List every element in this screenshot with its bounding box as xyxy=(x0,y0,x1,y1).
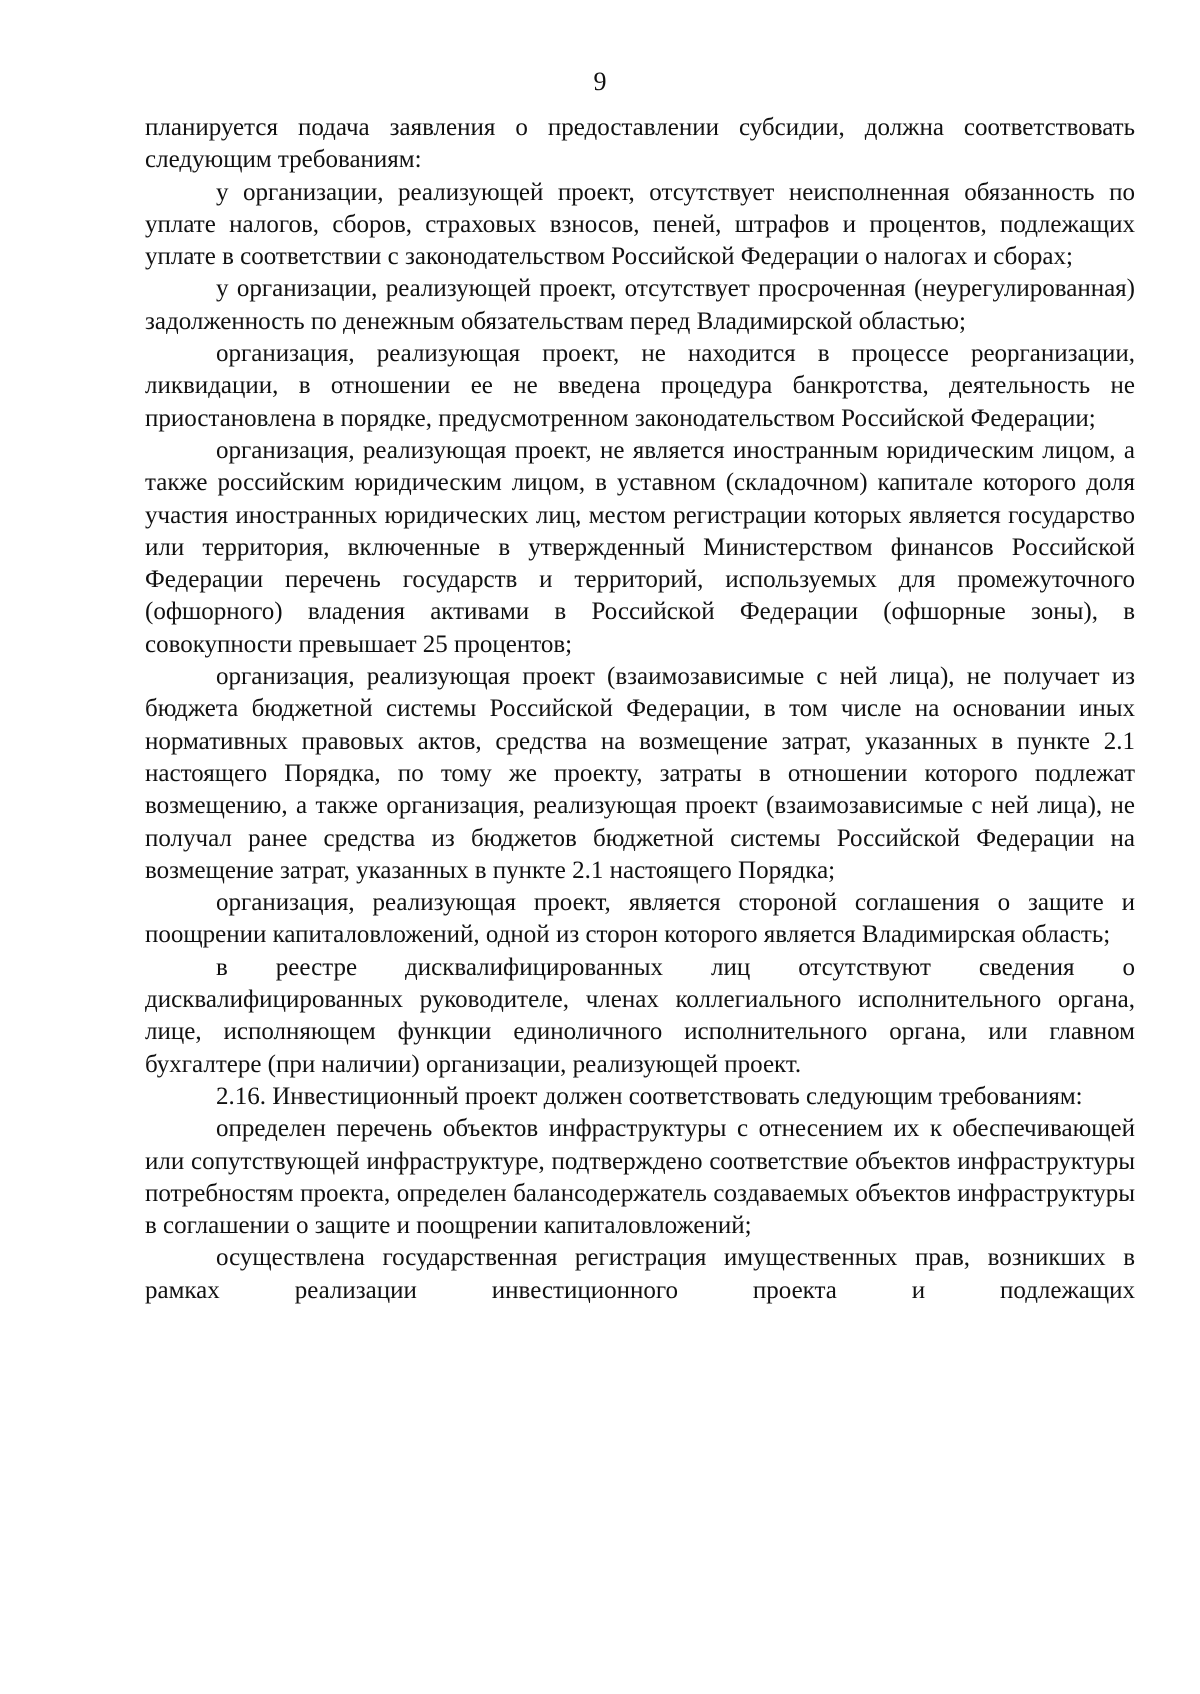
paragraph-section-2-16: 2.16. Инвестиционный проект должен соответствовать следующим требованиям: xyxy=(216,1082,1083,1110)
paragraph-infrastructure-list: определен перечень объектов инфраструктуры с отнесением их к обеспечивающей или сопутствующей инфраструктуре, подтверждено соответствие объектов инфраструктуры потребностям проекта, определен балансодержатель создаваемых объектов инфраструктуры в соглашении о защите и поощрении капиталовложений; xyxy=(145,1115,1135,1240)
paragraph-tax-obligations: у организации, реализующей проект, отсутствует неисполненная обязанность по уплате налогов, сборов, страховых взносов, пеней, штрафов и процентов, подлежащих уплате в соответствии с законодательством Российской Федерации о налогах и сборах; xyxy=(145,178,1135,271)
paragraph-budget-funds: организация, реализующая проект (взаимозависимые с ней лица), не получает из бюджета бюджетной системы Российской Федерации, в том числе на основании иных нормативных правовых актов, средства на возмещение затрат, указанных в пункте 2.1 настоящего Порядка, по тому же проекту, затраты в отношении которого подлежат возмещению, а также организация, реализующая проект (взаимозависимые с ней лица), не получал ранее средства из бюджетов бюджетной системы Российской Федерации на возмещение затрат, указанных в пункте 2.1 настоящего Порядка; xyxy=(145,663,1135,884)
paragraph-property-registration: осуществлена государственная регистрация имущественных прав, возникших в рамках реализации инвестиционного проекта и подлежащих xyxy=(145,1244,1135,1304)
page-number: 9 xyxy=(593,67,607,96)
paragraph-foreign-entity: организация, реализующая проект, не является иностранным юридическим лицом, а также российским юридическим лицом, в уставном (складочном) капитале которого доля участия иностранных юридических лиц, местом регистрации которых является государство или территория, включенные в утвержденный Министерством финансов Российской Федерации перечень государств и территорий, используемых для промежуточного (офшорного) владения активами в Российской Федерации (офшорные зоны), в совокупности превышает 25 процентов; xyxy=(145,436,1135,658)
paragraph-continuation: планируется подача заявления о предоставлении субсидии, должна соответствовать следующим требованиям: xyxy=(145,114,1135,174)
paragraph-disqualified-persons: в реестре дисквалифицированных лиц отсутствуют сведения о дисквалифицированных руководителе, членах коллегиального исполнительного органа, лице, исполняющем функции единоличного исполнительного органа, или главном бухгалтере (при наличии) организации, реализующей проект. xyxy=(145,953,1135,1078)
paragraph-reorganization: организация, реализующая проект, не находится в процессе реорганизации, ликвидации, в отношении ее не введена процедура банкротства, деятельность не приостановлена в порядке, предусмотренном законодательством Российской Федерации; xyxy=(145,340,1135,432)
paragraph-overdue-debt: у организации, реализующей проект, отсутствует просроченная (неурегулированная) задолженность по денежным обязательствам перед Владимирской областью; xyxy=(145,275,1135,335)
document-body xyxy=(145,112,1135,1307)
paragraph-investment-agreement: организация, реализующая проект, является стороной соглашения о защите и поощрении капиталовложений, одной из сторон которого является Владимирская область; xyxy=(145,889,1135,949)
